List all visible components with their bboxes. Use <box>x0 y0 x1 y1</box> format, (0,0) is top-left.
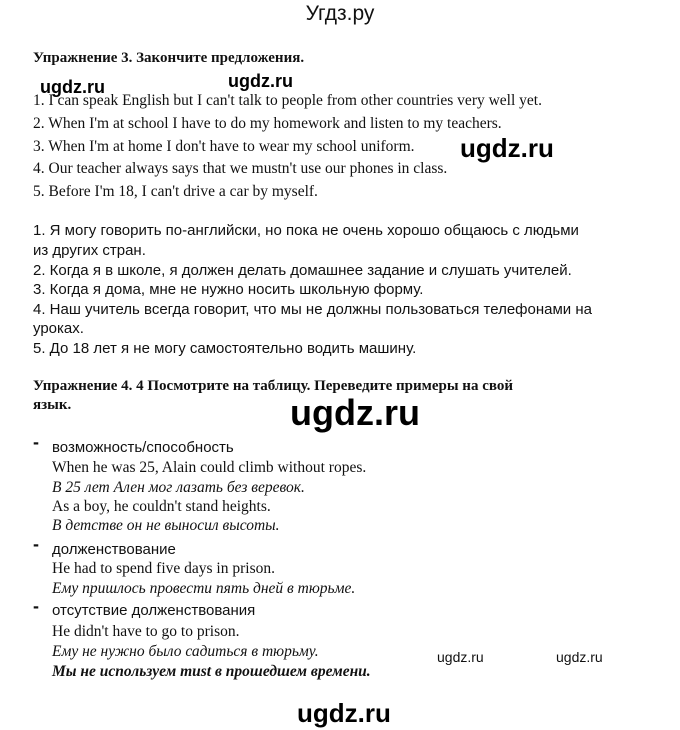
example-ru: Ему пришлось провести пять дней в тюрьме. <box>52 580 356 597</box>
example-ru: Ему не нужно было садиться в тюрьму. <box>52 643 319 660</box>
watermark: ugdz.ru <box>437 649 484 665</box>
term-label: возможность/способность <box>52 439 234 456</box>
exercise-3-ru-line: из других стран. <box>33 242 146 259</box>
exercise-3-ru-line: 5. До 18 лет я не могу самостоятельно водить машину. <box>33 340 417 357</box>
site-title: Угдз.ру <box>305 2 375 25</box>
exercise-3-heading: Упражнение 3. Закончите предложения. <box>33 50 305 66</box>
exercise-3-ru-line: 3. Когда я дома, мне не нужно носить школьную форму. <box>33 281 424 298</box>
example-ru: В 25 лет Ален мог лазать без веревок. <box>52 479 305 496</box>
exercise-3-ru-line: 2. Когда я в школе, я должен делать домашнее задание и слушать учителей. <box>33 262 572 279</box>
exercise-3-ru-line: 1. Я могу говорить по-английски, но пока не очень хорошо общаюсь с людьми <box>33 222 579 239</box>
list-dash: - <box>33 534 39 554</box>
example-en: As a boy, he couldn't stand heights. <box>52 498 271 515</box>
exercise-3-en-line: 5. Before I'm 18, I can't drive a car by myself. <box>33 183 318 200</box>
watermark: ugdz.ru <box>460 133 554 163</box>
example-ru: В детстве он не выносил высоты. <box>52 517 280 534</box>
exercise-4-heading: Упражнение 4. 4 Посмотрите на таблицу. Переведите примеры на свой <box>33 378 513 394</box>
term-label: отсутствие долженствования <box>52 602 256 619</box>
watermark: ugdz.ru <box>40 77 105 97</box>
exercise-3-en-line: 2. When I'm at school I have to do my homework and listen to my teachers. <box>33 115 502 132</box>
exercise-3-ru-line: уроках. <box>33 320 84 337</box>
exercise-3-en-line: 1. I can speak English but I can't talk to people from other countries very well yet. <box>33 92 542 109</box>
list-dash: - <box>33 432 39 452</box>
watermark: ugdz.ru <box>297 698 391 728</box>
exercise-3-ru-line: 4. Наш учитель всегда говорит, что мы не должны пользоваться телефонами на <box>33 301 592 318</box>
example-en: He had to spend five days in prison. <box>52 560 275 577</box>
watermark: ugdz.ru <box>290 392 420 433</box>
exercise-4-heading: язык. <box>33 397 72 413</box>
example-en: When he was 25, Alain could climb without ropes. <box>52 459 367 476</box>
exercise-3-en-line: 3. When I'm at home I don't have to wear my school uniform. <box>33 138 415 155</box>
example-en: He didn't have to go to prison. <box>52 623 240 640</box>
term-label: долженствование <box>52 541 176 558</box>
watermark: ugdz.ru <box>228 71 293 91</box>
watermark: ugdz.ru <box>556 649 603 665</box>
list-dash: - <box>33 596 39 616</box>
note-text: Мы не используем must в прошедшем времени. <box>52 663 371 680</box>
exercise-3-en-line: 4. Our teacher always says that we mustn't use our phones in class. <box>33 160 448 177</box>
